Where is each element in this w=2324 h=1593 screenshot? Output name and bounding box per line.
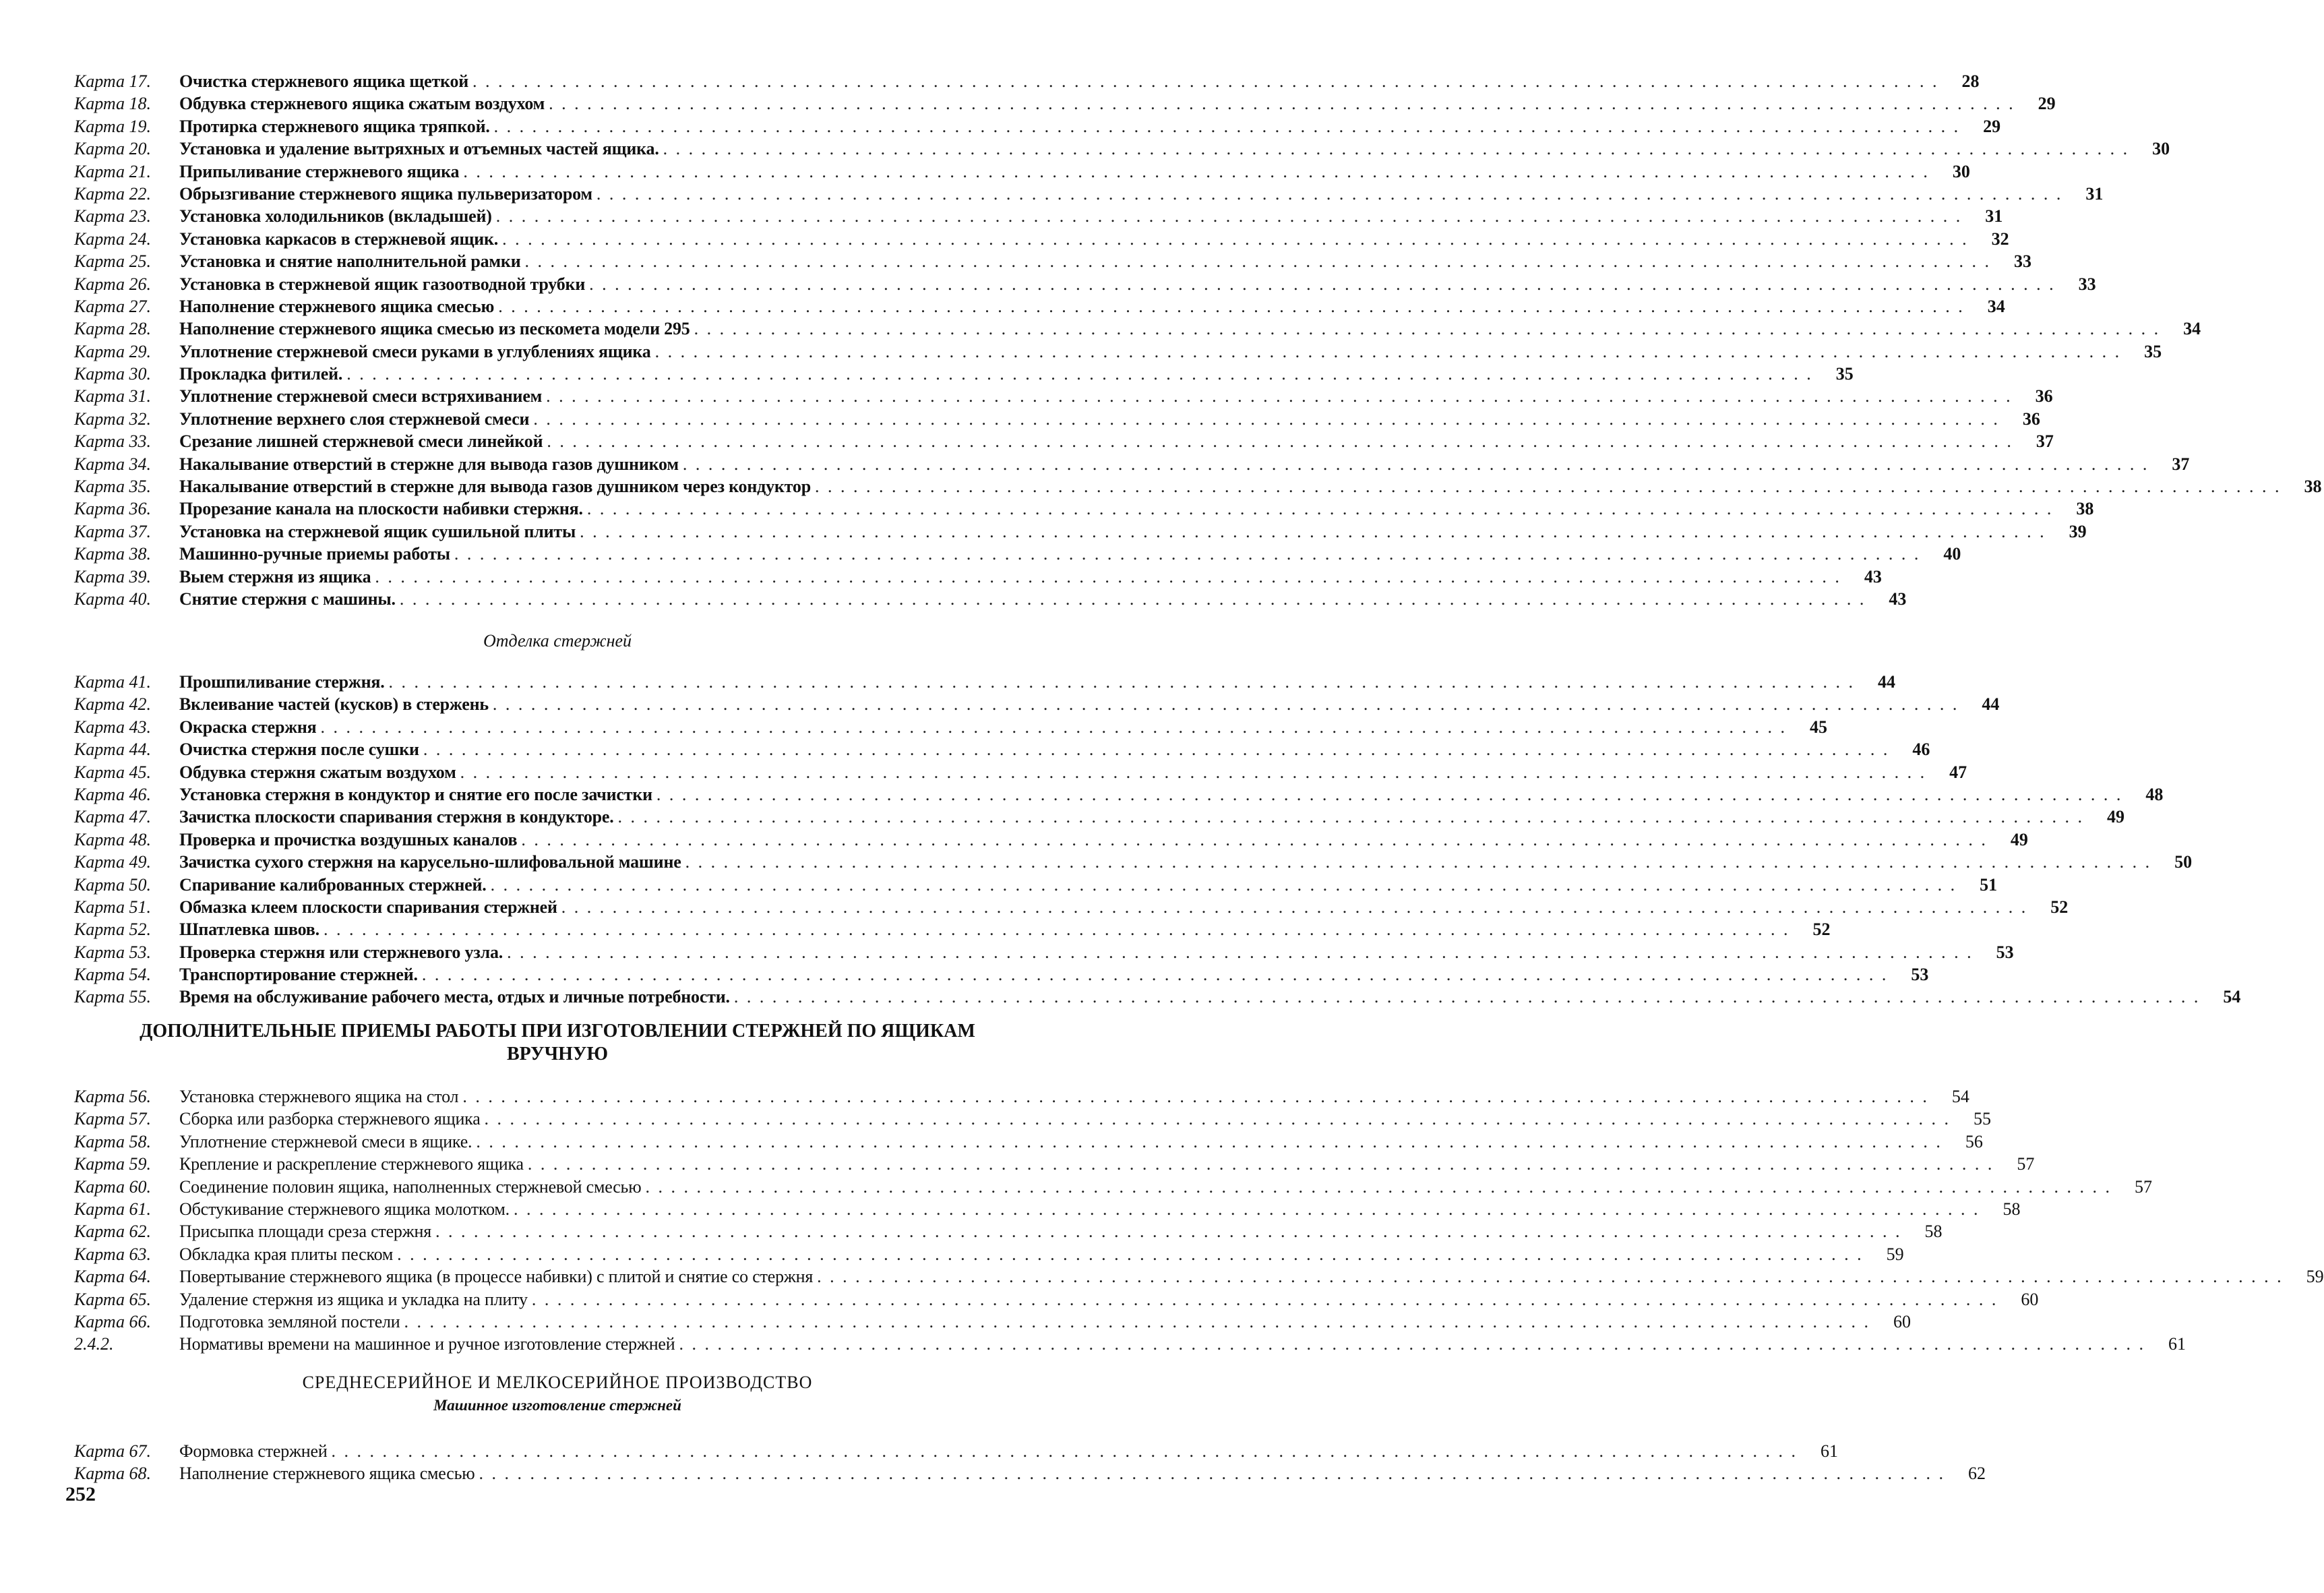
toc-entry-page: 31 (2085, 183, 2104, 204)
toc-entry-leader-dots (317, 716, 1787, 738)
toc-entry-label: Карта 64. (74, 1267, 152, 1287)
toc-entry-label: Карта 63. (74, 1244, 152, 1264)
toc-entry-page: 46 (1912, 740, 1930, 760)
toc-entry (74, 1243, 1904, 1265)
heading-machine-making (0, 1397, 1115, 1414)
toc-entry-label: Карта 33. (74, 431, 152, 452)
toc-entry-label: Карта 20. (74, 139, 152, 159)
heading-production-type (0, 1373, 1115, 1393)
toc-entry-leader-dots (419, 738, 1890, 760)
toc-entry (74, 806, 2125, 828)
toc-entry-page: 58 (2002, 1199, 2021, 1219)
toc-entry-leader-dots (498, 228, 1969, 250)
toc-entry-label: Карта 67. (74, 1441, 152, 1461)
toc-entry-label: Карта 36. (74, 499, 152, 519)
toc-entry-leader-dots (813, 1265, 2284, 1288)
toc-entry-label: Карта 26. (74, 274, 152, 294)
toc-entry-leader-dots (459, 160, 1930, 183)
toc-entry-page: 40 (1943, 544, 1961, 564)
heading-production-type-text: СРЕДНЕСЕРИЙНОЕ И МЕЛКОСЕРИЙНОЕ ПРОИЗВОДСТВО (302, 1373, 813, 1392)
toc-entry-page: 30 (1952, 161, 1970, 181)
toc-entry-page: 57 (2134, 1176, 2152, 1197)
toc-entry (74, 498, 2094, 520)
toc-entry-page: 39 (2069, 521, 2087, 541)
toc-entry-title: Повертывание стержневого ящика (в процессе набивки) с плитой и снятие со стержня (179, 1267, 814, 1287)
toc-entry-leader-dots (545, 92, 2015, 115)
toc-entry-title: Обстукивание стержневого ящика молотком. (179, 1199, 510, 1219)
toc-entry (74, 918, 1831, 940)
toc-entry (74, 1333, 2186, 1355)
toc-entry (74, 160, 1970, 183)
toc-entry-leader-dots (503, 941, 1974, 963)
toc-entry-title: Прошпиливание стержня. (179, 672, 385, 692)
toc-entry-label: Карта 51. (74, 897, 152, 917)
toc-entry-leader-dots (431, 1220, 1902, 1242)
toc-entry-title: Установка стержня в кондуктор и снятие его после зачистки (179, 784, 652, 804)
toc-entry-title: Время на обслуживание рабочего места, отдых и личные потребности. (179, 987, 730, 1007)
toc-entry-leader-dots (328, 1440, 1798, 1462)
toc-entry (74, 738, 1930, 760)
toc-entry-leader-dots (517, 829, 1988, 851)
toc-entry-title: Окраска стержня (179, 717, 317, 737)
toc-entry-page: 50 (2174, 852, 2193, 872)
toc-entry-label: Карта 24. (74, 229, 152, 249)
toc-entry-leader-dots (576, 520, 2046, 543)
toc-entry-leader-dots (651, 340, 2122, 363)
heading-additional-line1: ДОПОЛНИТЕЛЬНЫЕ ПРИЕМЫ РАБОТЫ ПРИ ИЗГОТОВЛЕНИИ СТЕРЖНЕЙ ПО ЯЩИКАМ (140, 1021, 975, 1042)
toc-entry-page: 38 (2076, 499, 2094, 519)
toc-entry-title: Установка и снятие наполнительной рамки (179, 251, 521, 272)
toc-entry-title: Уплотнение верхнего слоя стержневой смеси (179, 409, 530, 429)
toc-section-core-making (74, 70, 2322, 610)
toc-entry-title: Протирка стержневого ящика тряпкой. (179, 116, 490, 136)
toc-entry (74, 1176, 2152, 1198)
toc-entry-page: 29 (2038, 94, 2056, 114)
toc-entry-leader-dots (319, 918, 1790, 940)
toc-entry-page: 33 (2014, 251, 2031, 272)
toc-entry-label: Карта 18. (74, 94, 152, 114)
toc-entry-page: 29 (1983, 116, 2001, 136)
toc-entry-page: 35 (1835, 364, 1854, 384)
toc-entry-leader-dots (393, 1243, 1864, 1265)
toc-entry (74, 671, 1896, 693)
toc-entry-leader-dots (521, 250, 1992, 272)
toc-entry-label: Карта 45. (74, 762, 152, 782)
toc-entry-leader-dots (492, 205, 1963, 227)
heading-otdelka-text: Отделка стержней (483, 631, 632, 651)
toc-entry-leader-dots (730, 986, 2201, 1008)
toc-entry-page: 45 (1810, 717, 1828, 737)
toc-entry-title: Уплотнение стержневой смеси в ящике. (179, 1131, 472, 1151)
toc-entry (74, 896, 2069, 918)
toc-entry (74, 1131, 1983, 1153)
toc-entry-title: Припыливание стержневого ящика (179, 161, 460, 181)
toc-entry-page: 60 (2021, 1289, 2039, 1309)
toc-section-machine-making (74, 1440, 1986, 1485)
toc-entry-label: Карта 62. (74, 1222, 152, 1242)
toc-entry-page: 59 (1886, 1244, 1904, 1264)
toc-entry-page: 52 (2050, 897, 2069, 917)
toc-entry-label: Карта 65. (74, 1289, 152, 1309)
toc-entry-title: Обрызгивание стержневого ящика пульверизатором (179, 183, 592, 204)
toc-entry-page: 37 (2172, 454, 2190, 474)
toc-entry-title: Нормативы времени на машинное и ручное изготовление стержней (179, 1334, 675, 1354)
toc-entry (74, 588, 1907, 610)
toc-entry (74, 430, 2054, 452)
toc-entry-leader-dots (583, 498, 2054, 520)
heading-additional-methods (119, 1020, 996, 1066)
toc-entry-leader-dots (529, 408, 2000, 430)
toc-entry-leader-dots (675, 1333, 2145, 1355)
toc-entry-label: Карта 54. (74, 965, 152, 985)
toc-entry (74, 138, 2170, 160)
toc-entry-leader-dots (679, 453, 2149, 475)
toc-entry (74, 453, 2190, 475)
toc-entry-label: Карта 46. (74, 784, 152, 804)
toc-entry-leader-dots (690, 318, 2161, 340)
heading-additional-line2: ВРУЧНУЮ (506, 1044, 609, 1064)
toc-entry (74, 1311, 1912, 1333)
toc-entry (74, 475, 2322, 498)
toc-entry-page: 36 (2022, 409, 2040, 429)
toc-entry-page: 43 (1864, 566, 1882, 587)
toc-entry (74, 295, 2005, 318)
toc-entry-leader-dots (472, 1131, 1943, 1153)
toc-entry (74, 273, 2096, 295)
toc-entry-label: Карта 32. (74, 409, 152, 429)
heading-machine-making-text: Машинное изготовление стержней (433, 1397, 681, 1414)
toc-entry-page: 60 (1893, 1311, 1912, 1331)
toc-entry-leader-dots (614, 806, 2085, 828)
toc-entry-label: Карта 57. (74, 1109, 152, 1129)
toc-entry-leader-dots (487, 874, 1957, 896)
toc-entry-page: 28 (1961, 71, 1980, 91)
toc-entry (74, 874, 1998, 896)
toc-section-core-finishing (74, 671, 2241, 1009)
toc-entry-page: 48 (2145, 784, 2164, 804)
toc-entry-title: Вклеивание частей (кусков) в стержень (179, 694, 489, 715)
toc-entry-page: 55 (1974, 1109, 1992, 1129)
toc-entry (74, 363, 1854, 385)
toc-entry-label: Карта 23. (74, 206, 152, 227)
toc-entry-label: Карта 44. (74, 740, 152, 760)
toc-entry-title: Машинно-ручные приемы работы (179, 544, 450, 564)
toc-entry-leader-dots (371, 566, 1841, 588)
toc-entry-page: 44 (1878, 672, 1896, 692)
toc-entry-leader-dots (652, 783, 2123, 806)
toc-entry-label: Карта 56. (74, 1087, 152, 1106)
toc-entry-page: 61 (2168, 1334, 2186, 1354)
toc-entry-label: Карта 47. (74, 807, 152, 827)
toc-entry-title: Прокладка фитилей. (179, 364, 343, 384)
toc-entry-title: Формовка стержней (179, 1441, 328, 1461)
toc-entry (74, 250, 2031, 272)
toc-entry-title: Подготовка земляной постели (179, 1311, 400, 1331)
toc-entry (74, 340, 2162, 363)
toc-entry-page: 33 (2078, 274, 2096, 294)
toc-entry (74, 205, 2003, 227)
toc-entry (74, 1198, 2021, 1220)
toc-entry-label: Карта 53. (74, 942, 152, 962)
toc-entry-leader-dots (342, 363, 1813, 385)
toc-entry-title: Обдувка стержня сжатым воздухом (179, 762, 456, 782)
toc-entry-leader-dots (542, 385, 2013, 407)
toc-entry (74, 1085, 1969, 1108)
toc-entry-leader-dots (592, 183, 2063, 205)
toc-entry-page: 43 (1889, 589, 1907, 609)
toc-entry-leader-dots (490, 115, 1961, 138)
toc-entry (74, 115, 2001, 138)
toc-entry-title: Обмазка клеем плоскости спаривания стержней (179, 897, 557, 917)
toc-entry-title: Снятие стержня с машины. (179, 589, 396, 609)
toc-entry-label: Карта 66. (74, 1311, 152, 1331)
toc-entry-title: Транспортирование стержней. (179, 965, 418, 985)
toc-entry (74, 1153, 2035, 1175)
toc-entry (74, 318, 2201, 340)
toc-entry-label: Карта 39. (74, 566, 152, 587)
toc-entry (74, 963, 1929, 986)
toc-entry-label: Карта 29. (74, 341, 152, 361)
toc-entry-leader-dots (456, 761, 1927, 783)
toc-entry-page: 30 (2152, 139, 2170, 159)
toc-entry-title: Присыпка площади среза стержня (179, 1222, 431, 1242)
toc-entry-label: Карта 52. (74, 920, 152, 940)
toc-entry-leader-dots (510, 1198, 1980, 1220)
heading-otdelka-sterzhney (0, 631, 1115, 651)
toc-entry-leader-dots (557, 896, 2028, 918)
toc-entry (74, 829, 2028, 851)
toc-entry (74, 693, 2000, 715)
toc-entry-label: Карта 58. (74, 1131, 152, 1151)
toc-entry-page: 52 (1812, 920, 1831, 940)
toc-entry-title: Наполнение стержневого ящика смесью (179, 1464, 475, 1484)
toc-entry-label: Карта 60. (74, 1176, 152, 1197)
toc-entry-label: Карта 17. (74, 71, 152, 91)
toc-entry-page: 34 (2183, 319, 2201, 339)
toc-entry (74, 92, 2056, 115)
toc-entry-label: Карта 40. (74, 589, 152, 609)
toc-entry-title: Уплотнение стержневой смеси руками в углублениях ящика (179, 341, 651, 361)
toc-entry-title: Соединение половин ящика, наполненных стержневой смесью (179, 1176, 642, 1197)
toc-entry-title: Прорезание канала на плоскости набивки стержня. (179, 499, 583, 519)
toc-entry-leader-dots (489, 693, 1959, 715)
toc-entry-label: Карта 68. (74, 1464, 152, 1484)
toc-entry-label: Карта 50. (74, 874, 152, 895)
toc-entry-label: Карта 27. (74, 296, 152, 316)
toc-entry-leader-dots (458, 1085, 1929, 1108)
toc-entry-page: 47 (1949, 762, 1967, 782)
toc-entry-leader-dots (811, 475, 2282, 498)
toc-entry-title: Наполнение стержневого ящика смесью из пескомета модели 295 (179, 319, 690, 339)
toc-entry-title: Выем стержня из ящика (179, 566, 371, 587)
toc-entry (74, 761, 1967, 783)
toc-entry-page: 49 (2010, 829, 2028, 849)
toc-entry (74, 1462, 1986, 1484)
toc-entry-title: Уплотнение стержневой смеси встряхиванием (179, 386, 543, 407)
toc-entry-page: 53 (1911, 965, 1929, 985)
toc-entry-page: 38 (2304, 477, 2322, 497)
toc-entry-page: 36 (2035, 386, 2053, 407)
toc-entry (74, 70, 1980, 92)
toc-entry-label: Карта 22. (74, 183, 152, 204)
toc-entry-title: Установка на стержневой ящик сушильной плиты (179, 521, 576, 541)
toc-entry-page: 37 (2036, 431, 2054, 452)
toc-entry-title: Удаление стержня из ящика и укладка на плиту (179, 1289, 528, 1309)
toc-entry (74, 1440, 1839, 1462)
toc-entry-label: Карта 61. (74, 1199, 152, 1219)
toc-entry-title: Установка и удаление вытряхных и отъемных частей ящика. (179, 139, 659, 159)
toc-entry (74, 183, 2104, 205)
toc-entry-leader-dots (528, 1288, 1998, 1311)
toc-entry-title: Накалывание отверстий в стержне для вывода газов душником через кондуктор (179, 477, 811, 497)
toc-entry-label: Карта 25. (74, 251, 152, 272)
toc-entry-page: 62 (1968, 1464, 1986, 1484)
toc-entry-title: Обдувка стержневого ящика сжатым воздухом (179, 94, 545, 114)
toc-entry-label: Карта 55. (74, 987, 152, 1007)
page-number: 252 (65, 1483, 96, 1505)
toc-entry-label: Карта 28. (74, 319, 152, 339)
toc-entry-label: Карта 34. (74, 454, 152, 474)
toc-entry-page: 32 (1991, 229, 2009, 249)
toc-entry-leader-dots (641, 1176, 2112, 1198)
toc-entry-title: Установка каркасов в стержневой ящик. (179, 229, 499, 249)
toc-entry-label: Карта 35. (74, 477, 152, 497)
toc-entry-title: Сборка или разборка стержневого ящика (179, 1109, 481, 1129)
toc-entry-title: Обкладка края плиты песком (179, 1244, 394, 1264)
toc-entry-page: 51 (1980, 874, 1998, 895)
toc-entry (74, 1220, 1943, 1242)
toc-entry-label: Карта 42. (74, 694, 152, 715)
toc-entry-page: 54 (1951, 1087, 1969, 1106)
toc-entry-title: Зачистка сухого стержня на карусельно-шлифовальной машине (179, 852, 681, 872)
toc-entry (74, 851, 2193, 873)
toc-entry (74, 941, 2014, 963)
toc-entry-leader-dots (481, 1108, 1951, 1130)
toc-entry-leader-dots (585, 273, 2056, 295)
toc-entry (74, 1288, 2039, 1311)
toc-entry (74, 783, 2164, 806)
toc-entry-label: Карта 37. (74, 521, 152, 541)
toc-entry-title: Установка в стержневой ящик газоотводной трубки (179, 274, 586, 294)
toc-entry-page: 49 (2107, 807, 2125, 827)
toc-entry-leader-dots (418, 963, 1889, 986)
toc-entry-title: Очистка стержня после сушки (179, 740, 419, 760)
toc-entry-page: 57 (2017, 1154, 2035, 1174)
toc-entry-title: Спаривание калиброванных стержней. (179, 874, 487, 895)
toc-entry-label: Карта 59. (74, 1154, 152, 1174)
toc-entry (74, 1265, 2324, 1288)
toc-entry-page: 53 (1996, 942, 2014, 962)
toc-entry-title: Крепление и раскрепление стержневого ящика (179, 1154, 524, 1174)
toc-entry-label: Карта 30. (74, 364, 152, 384)
toc-entry-label: Карта 31. (74, 386, 152, 407)
toc-entry-title: Срезание лишней стержневой смеси линейкой (179, 431, 543, 452)
toc-section-manual-additional (74, 1085, 2324, 1356)
toc-entry-title: Наполнение стержневого ящика смесью (179, 296, 495, 316)
toc-entry-label: Карта 41. (74, 672, 152, 692)
toc-entry-page: 31 (1985, 206, 2003, 227)
toc-entry-label: Карта 43. (74, 717, 152, 737)
toc-entry-page: 44 (1982, 694, 2000, 715)
toc-entry-leader-dots (494, 295, 1965, 318)
toc-entry (74, 385, 2053, 407)
toc-entry (74, 986, 2241, 1008)
toc-entry-page: 58 (1924, 1222, 1943, 1242)
toc-entry (74, 228, 2009, 250)
toc-entry-leader-dots (659, 138, 2130, 160)
toc-entry-leader-dots (396, 588, 1866, 610)
toc-entry (74, 566, 1882, 588)
toc-entry-page: 59 (2306, 1267, 2324, 1287)
toc-entry-label: Карта 49. (74, 852, 152, 872)
toc-entry-leader-dots (681, 851, 2152, 873)
toc-entry-title: Проверка стержня или стержневого узла. (179, 942, 503, 962)
toc-entry-title: Установка стержневого ящика на стол (179, 1087, 459, 1106)
toc-entry-label: Карта 38. (74, 544, 152, 564)
toc-entry-page: 56 (1965, 1131, 1983, 1151)
toc-entry-title: Проверка и прочистка воздушных каналов (179, 829, 518, 849)
toc-entry-leader-dots (385, 671, 1856, 693)
toc-entry-title: Очистка стержневого ящика щеткой (179, 71, 469, 91)
toc-entry-label: 2.4.2. (74, 1334, 114, 1354)
toc-entry-page: 54 (2223, 987, 2241, 1007)
toc-entry-leader-dots (468, 70, 1939, 92)
toc-entry-label: Карта 21. (74, 161, 152, 181)
toc-entry-title: Шпатлевка швов. (179, 920, 319, 940)
toc-entry-title: Зачистка плоскости спаривания стержня в кондукторе. (179, 807, 614, 827)
toc-entry-leader-dots (524, 1153, 1994, 1175)
toc-entry (74, 520, 2087, 543)
toc-entry-page: 61 (1821, 1441, 1839, 1461)
toc-entry (74, 408, 2040, 430)
toc-entry-leader-dots (543, 430, 2013, 452)
toc-entry-leader-dots (400, 1311, 1871, 1333)
toc-entry-title: Установка холодильников (вкладышей) (179, 206, 492, 227)
toc-entry-label: Карта 48. (74, 829, 152, 849)
toc-entry-title: Накалывание отверстий в стержне для вывода газов душником (179, 454, 679, 474)
toc-entry-page: 34 (1987, 296, 2005, 316)
toc-entry-page: 35 (2144, 341, 2162, 361)
toc-entry-leader-dots (450, 543, 1921, 565)
toc-entry-label: Карта 19. (74, 116, 152, 136)
toc-entry-leader-dots (475, 1462, 1946, 1484)
toc-entry (74, 716, 1828, 738)
toc-entry (74, 543, 1961, 565)
toc-entry (74, 1108, 1992, 1130)
